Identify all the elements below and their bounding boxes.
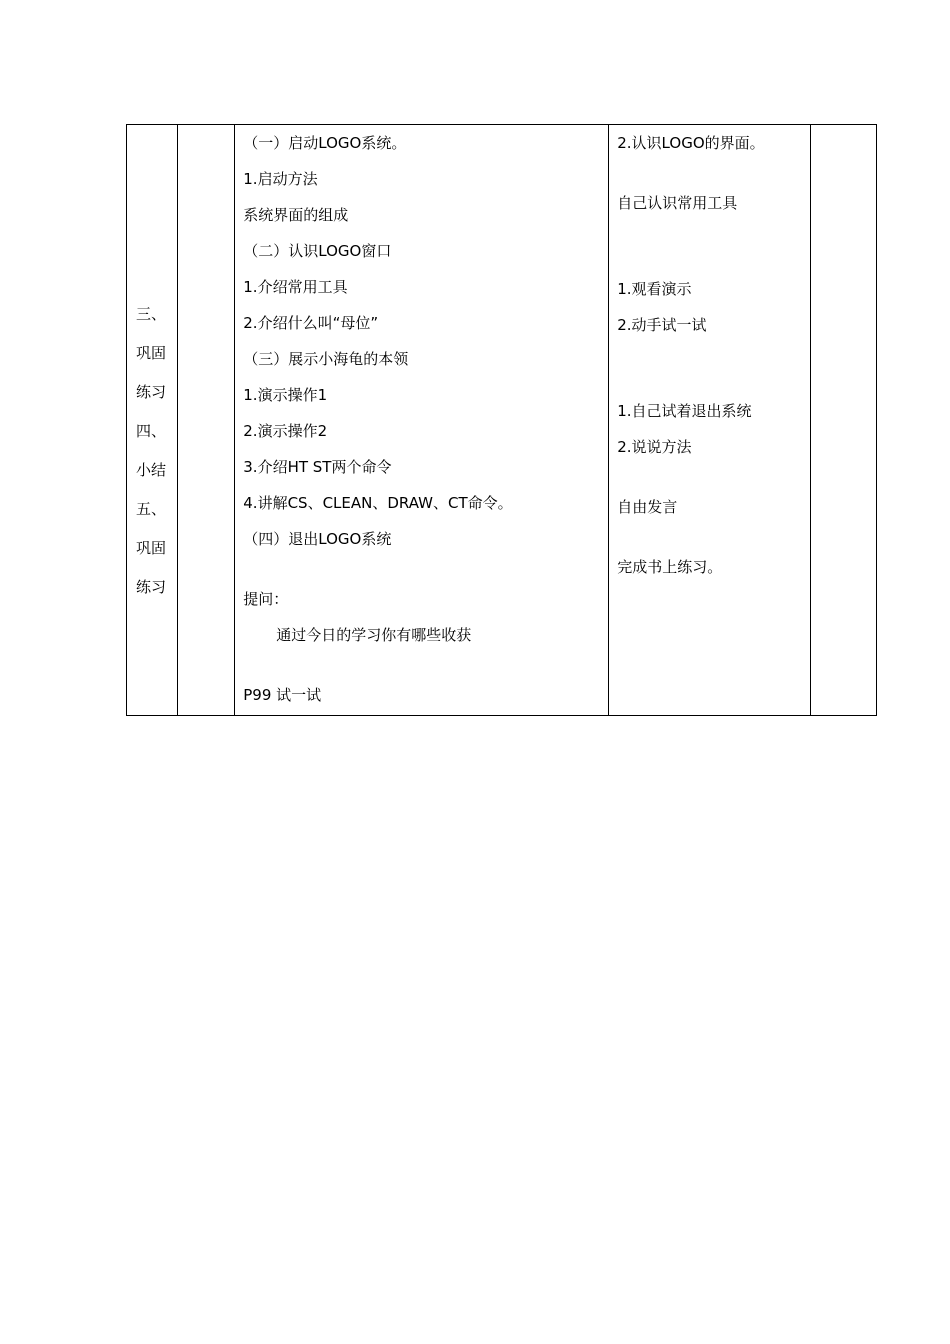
list-item: 1.介绍常用工具 [243, 278, 348, 296]
stage-label: 巩固 [136, 539, 167, 557]
list-item: 1.启动方法 [243, 170, 318, 188]
list-item: （四）退出LOGO系统 [243, 530, 392, 548]
list-item: 4.讲解CS、CLEAN、DRAW、CT命令。 [243, 494, 513, 512]
teacher-activity-cell [235, 125, 609, 716]
table-row [127, 125, 877, 716]
list-item: 1.观看演示 [617, 280, 692, 298]
list-item: （三）展示小海龟的本领 [243, 350, 409, 368]
notes-cell [810, 125, 876, 716]
list-item: 提问： [243, 590, 289, 608]
list-item: （二）认识LOGO窗口 [243, 242, 392, 260]
student-activity-cell [609, 125, 811, 716]
list-item: 3.介绍HT ST两个命令 [243, 458, 392, 476]
list-item: 自己认识常用工具 [617, 194, 738, 212]
stage-cell [127, 125, 178, 716]
list-item: 1.演示操作1 [243, 386, 328, 404]
list-item: 2.介绍什么叫“母位” [243, 314, 379, 332]
list-item: 2.说说方法 [617, 438, 692, 456]
list-item: 1.自己试着退出系统 [617, 402, 752, 420]
stage-label: 四、 [136, 422, 167, 440]
list-item: 完成书上练习。 [617, 558, 723, 576]
stage-list [127, 295, 177, 607]
stage-label: 练习 [136, 578, 167, 596]
list-item: 自由发言 [617, 498, 678, 516]
student-activity-list [609, 125, 810, 585]
list-item: P99 试一试 [243, 686, 322, 704]
list-item: 系统界面的组成 [243, 206, 349, 224]
list-item: 2.动手试一试 [617, 316, 707, 334]
list-item: 2.演示操作2 [243, 422, 328, 440]
stage-label: 五、 [136, 500, 167, 518]
stage-label: 巩固 [136, 344, 167, 362]
stage-label: 三、 [136, 305, 167, 323]
list-item: 2.认识LOGO的界面。 [617, 134, 765, 152]
list-item: 通过今日的学习你有哪些收获 [276, 626, 472, 644]
lesson-plan-table [126, 124, 877, 716]
stage-label: 小结 [136, 461, 167, 479]
stage-label: 练习 [136, 383, 167, 401]
teacher-activity-list [235, 125, 608, 713]
time-cell [178, 125, 235, 716]
list-item: （一）启动LOGO系统。 [243, 134, 407, 152]
